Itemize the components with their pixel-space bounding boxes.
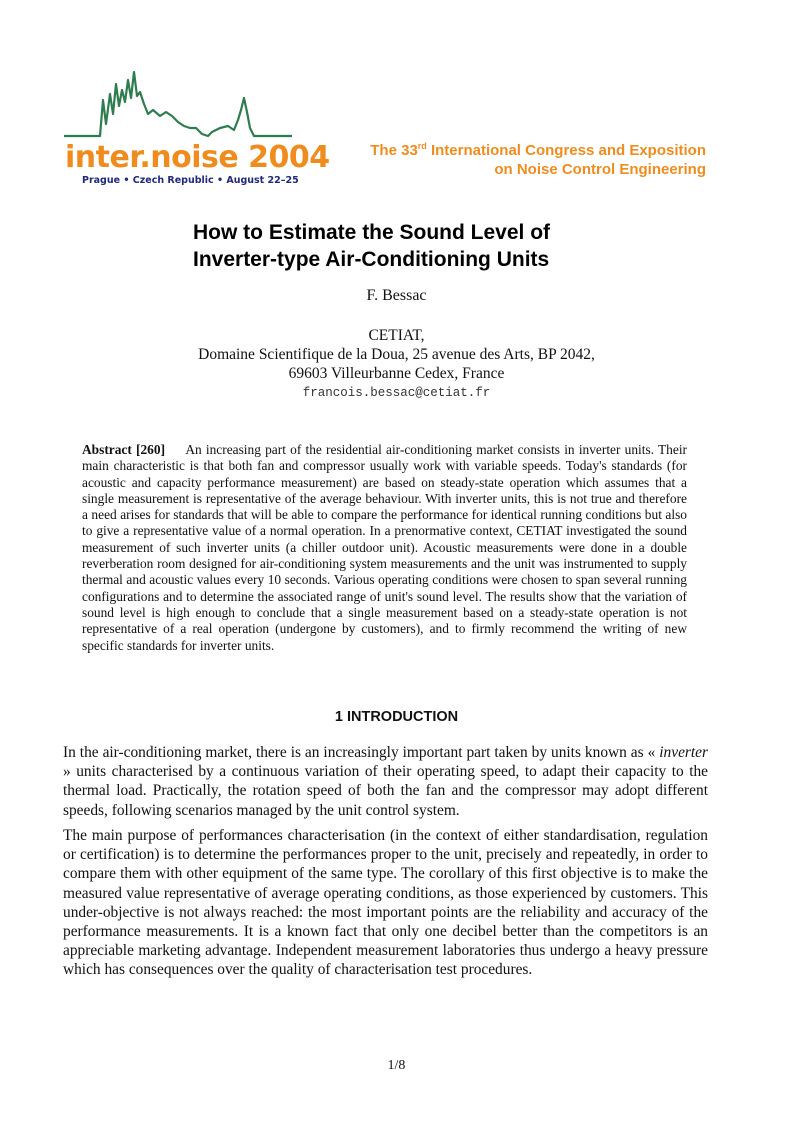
abstract-text: An increasing part of the residential air-conditioning market consists in inverter units. Their main characteristic is that both fan and compressor usually work with variable speeds. Today's standards (for acoustic and capacity performance measurement) are based on steady-state operation which assumes that a single measurement is representative of the average behaviour. With inverter units, this is not true and therefore a need arises for standards that will be able to compare the performance for identical running conditions but also to give a representative value of a normal operation. In a prenormative context, CETIAT investigated the sound measurement of such inverter units (a chiller outdoor unit). Acoustic measurements were done in a double reverberation room designed for air-conditioning system measurements and the unit was instrumented to supply thermal and acoustic values every 10 seconds. Various operating conditions were chosen to span several running configurations and to determine the associated range of unit's sound level. The results show that the variation of sound level is high enough to conclude that a single measurement based on a steady-state operation is not representative of a real operation (undergone by customers), and to firmly recommend the writing of new specific standards for inverter units.: [82, 442, 687, 653]
congress-line-2: on Noise Control Engineering: [494, 161, 706, 178]
logo-subtitle: Prague • Czech Republic • August 22–25: [82, 175, 299, 186]
paper-title: How to Estimate the Sound Level of Inverter-type Air-Conditioning Units: [193, 221, 551, 271]
intro-paragraph-1: In the air-conditioning market, there is an increasingly important part taken by units known as « inverter » units characterised by a continuous variation of their operating speed, to adapt their capacity to the thermal load. Practically, the rotation speed of both the fan and the compressor may adopt different speeds, following scenarios managed by the unit control system.: [63, 744, 708, 819]
ordinal-suffix: rd: [417, 141, 427, 151]
section-heading: 1 INTRODUCTION: [334, 709, 459, 725]
page-number: 1/8: [387, 1058, 406, 1073]
congress-line-1: The 33rd International Congress and Exposition: [370, 141, 706, 159]
author-name: F. Bessac: [366, 287, 427, 304]
author-email: francois.bessac@cetiat.fr: [302, 386, 491, 400]
conference-logo: [60, 70, 330, 195]
abstract: [82, 442, 687, 654]
prague-skyline-icon: [60, 70, 300, 150]
logo-wordmark: inter.noise 2004: [65, 140, 330, 175]
intro-paragraph-2: The main purpose of performances characterisation (in the context of either standardisation, regulation or certification) is to determine the performances proper to the unit, precisely and repeatedly, in order to compare them with other equipment of the same type. The corollary of this first objective is to make the measured value representative of average operating conditions, as those experienced by customers. This under-objective is not always reached: the most important points are the reliability and accuracy of the performance measurements. It is a known fact that only one decibel better than the competitors is an appreciable marketing advantage. Independent measurement laboratories thus undergo a heavy pressure which has consequences over the quality of characterisation test procedures.: [63, 827, 708, 979]
congress-title: [370, 137, 706, 179]
abstract-label: Abstract [260]: [82, 442, 166, 457]
affiliation: CETIAT, Domaine Scientifique de la Doua, 25 avenue des Arts, BP 2042, 69603 Villeurbanne Cedex, France: [198, 327, 595, 382]
